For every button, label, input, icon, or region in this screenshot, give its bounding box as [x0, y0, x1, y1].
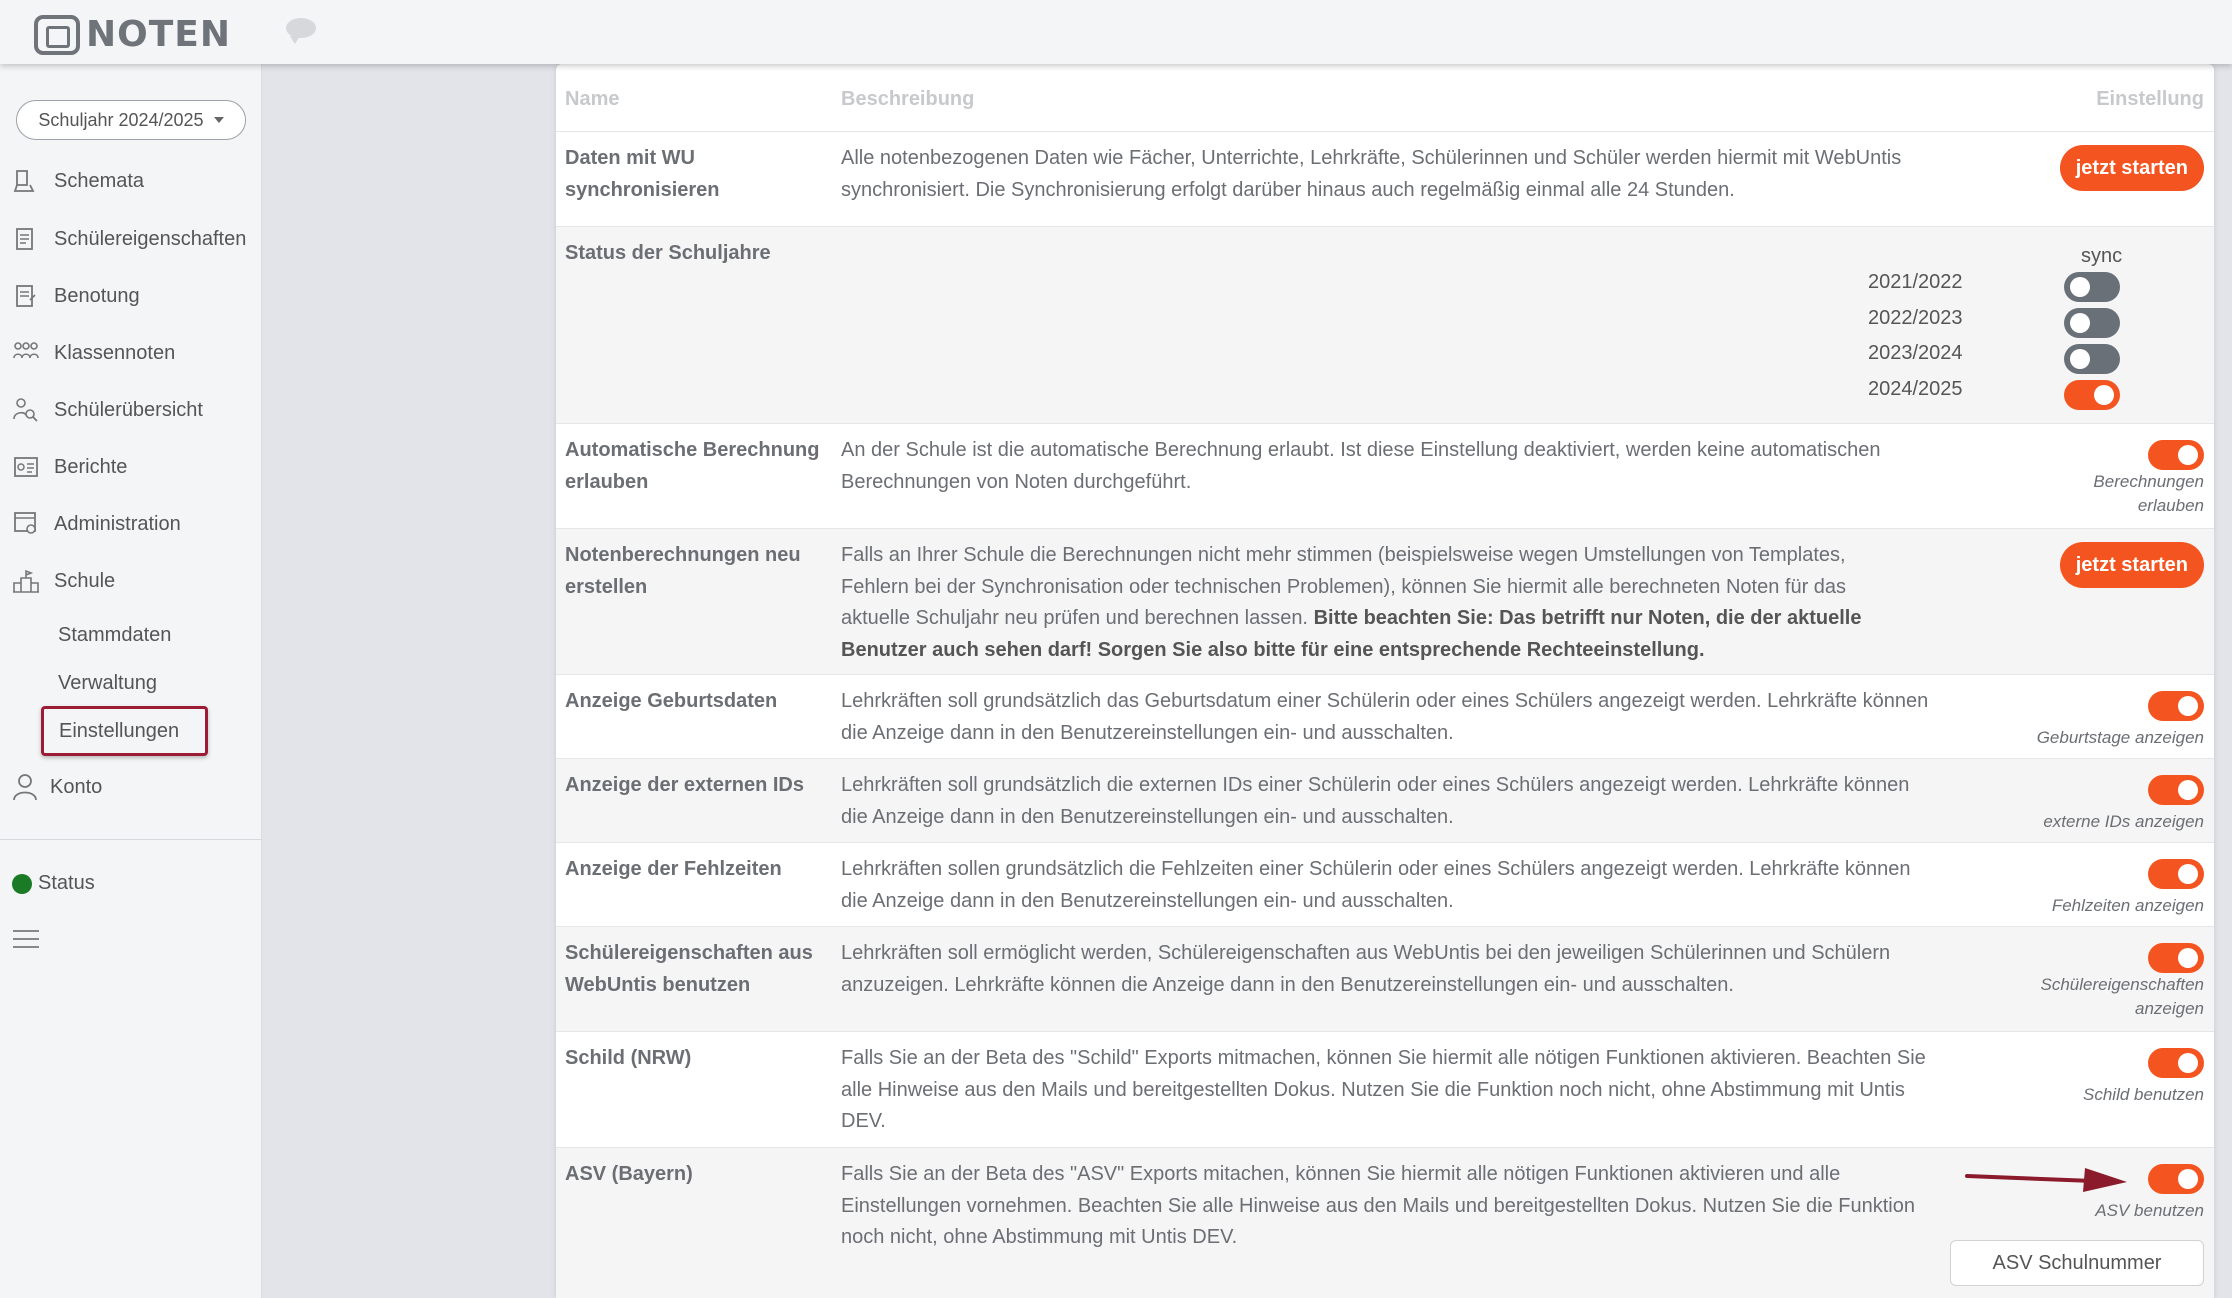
sidebar-item-label: Berichte	[54, 455, 128, 478]
sidebar-item-label: Konto	[50, 775, 103, 798]
status-dot-icon	[12, 874, 32, 894]
external-ids-toggle[interactable]	[2148, 775, 2204, 805]
row-schild	[556, 1032, 2214, 1148]
row-description: Falls Sie an der Beta des "Schild" Exports mitmachen, können Sie hiermit alle nötigen Funktionen aktivieren. Beachten Sie alle Hinweise aus den Mails und bereitgestellten Dokus. Nutzen Sie die Funktion noch nicht, ohne Abstimmung mit Untis DEV.	[841, 1047, 1926, 1132]
year-sync-toggle[interactable]	[2064, 308, 2120, 338]
clipboard-icon	[12, 226, 40, 252]
settings-table	[556, 64, 2214, 1298]
sidebar-item-schemata[interactable]	[12, 168, 144, 194]
row-name: Anzeige der Fehlzeiten	[565, 858, 782, 880]
row-name: Daten mit WU synchronisieren	[565, 147, 720, 201]
year-label: 2024/2025	[1868, 378, 1963, 400]
row-description: Lehrkräften soll grundsätzlich die externen IDs einer Schülerin oder eines Schülers angezeigt werden. Lehrkräfte können die Anzeige dann in den Benutzereinstellungen ein- und ausschalten.	[841, 774, 1910, 828]
school-year-value: Schuljahr 2024/2025	[38, 109, 204, 130]
toggle-label: Schild benutzen	[2083, 1085, 2204, 1104]
row-description: Lehrkräften soll grundsätzlich das Geburtsdatum einer Schülerin oder eines Schülers angezeigt werden. Lehrkräfte können die Anzeige dann in den Benutzereinstellungen ein- und ausschalten.	[841, 690, 1929, 744]
row-name: Notenberechnungen neu erstellen	[565, 544, 801, 598]
report-icon	[12, 454, 40, 480]
school-year-select[interactable]	[16, 100, 246, 140]
year-sync-toggle[interactable]	[2064, 380, 2120, 410]
toggle-label: externe IDs anzeigen	[2043, 812, 2204, 831]
asv-school-number-button[interactable]: ASV Schulnummer	[1950, 1240, 2204, 1286]
row-description: Lehrkräften soll ermöglicht werden, Schülereigenschaften aus WebUntis bei den jeweiligen Schülerinnen und Schülern anzuzeigen. Lehrkräfte können die Anzeige dann in den Benutzereinstellungen ein- und ausschalten.	[841, 942, 1891, 996]
row-auto-calculation	[556, 424, 2214, 529]
asv-toggle[interactable]	[2148, 1164, 2204, 1194]
table-header	[556, 64, 2214, 132]
row-name: Anzeige der externen IDs	[565, 774, 804, 796]
sidebar-item-konto[interactable]	[12, 774, 102, 800]
user-icon	[12, 774, 38, 800]
sidebar-item-label: Schülerübersicht	[54, 398, 203, 421]
recalc-warning-text: Bitte beachten Sie: Das betrifft nur Noten, die der aktuelle Benutzer auch sehen darf! Sorgen Sie also bitte für eine entsprechende Rechteeinstellung.	[841, 607, 1862, 661]
sidebar-item-label: Schülereigenschaften	[54, 227, 247, 250]
sidebar-subitem-einstellungen[interactable]	[41, 706, 208, 756]
row-description: Lehrkräften sollen grundsätzlich die Fehlzeiten einer Schülerin oder eines Schülers angezeigt werden. Lehrkräfte können die Anzeige dann in den Benutzereinstellungen ein- und ausschalten.	[841, 858, 1911, 912]
menu-icon[interactable]	[13, 930, 39, 954]
row-description	[841, 540, 1891, 666]
row-sync	[556, 132, 2214, 227]
sidebar-item-label: Benotung	[54, 284, 140, 307]
header-setting: Einstellung	[2096, 88, 2204, 110]
admin-icon	[12, 511, 40, 537]
row-recalculate	[556, 529, 2214, 675]
sidebar-divider	[0, 839, 262, 840]
row-name: Schild (NRW)	[565, 1047, 692, 1069]
sidebar-subitem-label: Einstellungen	[59, 719, 180, 742]
sidebar-subitem-verwaltung[interactable]: Verwaltung	[58, 672, 157, 694]
sidebar-item-label: Schule	[54, 569, 116, 592]
recalc-description-text: Falls an Ihrer Schule die Berechnungen nicht mehr stimmen (beispielsweise wegen Umstellungen von Templates, Fehlern bei der Synchronisation oder technischen Problemen), können Sie hiermit alle berechneten Noten für das aktuelle Schuljahr neu prüfen und berechnen lassen.	[841, 544, 1847, 629]
row-description: Alle notenbezogenen Daten wie Fächer, Unterrichte, Lehrkräfte, Schülerinnen und Schüler werden hiermit mit WebUntis synchronisiert. Die Synchronisierung erfolgt darüber hinaus auch regelmäßig einmal alle 24 Stunden.	[841, 147, 1902, 201]
logo-text: NOTEN	[86, 14, 232, 55]
school-icon	[12, 568, 40, 594]
toggle-label: Geburtstage anzeigen	[2036, 728, 2204, 747]
sidebar-item-benotung[interactable]	[12, 283, 140, 309]
row-birthdays	[556, 675, 2214, 759]
birthdays-toggle[interactable]	[2148, 691, 2204, 721]
sidebar-item-schule[interactable]	[12, 568, 115, 594]
year-label: 2021/2022	[1868, 271, 1963, 293]
sidebar-item-klassennoten[interactable]	[12, 340, 175, 366]
absences-toggle[interactable]	[2148, 859, 2204, 889]
logo-icon	[34, 15, 80, 55]
header-description: Beschreibung	[841, 88, 975, 110]
sidebar-item-schueleruebersicht[interactable]	[12, 397, 203, 423]
sidebar	[0, 64, 262, 1298]
row-name: Status der Schuljahre	[565, 242, 771, 264]
app-logo[interactable]	[34, 14, 231, 55]
sync-start-button[interactable]: jetzt starten	[2060, 145, 2204, 191]
sidebar-subitem-stammdaten[interactable]: Stammdaten	[58, 624, 172, 646]
sync-column-label: sync	[2081, 245, 2123, 267]
row-name: Anzeige Geburtsdaten	[565, 690, 778, 712]
sidebar-item-administration[interactable]	[12, 511, 181, 537]
year-label: 2022/2023	[1868, 307, 1963, 329]
sidebar-item-label: Schemata	[54, 169, 145, 192]
sidebar-item-berichte[interactable]	[12, 454, 127, 480]
year-sync-toggle[interactable]	[2064, 344, 2120, 374]
student-search-icon	[12, 397, 40, 423]
recalc-start-button[interactable]: jetzt starten	[2060, 542, 2204, 588]
row-external-ids	[556, 759, 2214, 843]
sidebar-item-label: Klassennoten	[54, 341, 176, 364]
status-label: Status	[38, 872, 95, 894]
header-name: Name	[565, 88, 620, 110]
toggle-label: Fehlzeiten anzeigen	[2051, 896, 2204, 915]
status-indicator[interactable]	[12, 872, 95, 895]
sidebar-item-label: Administration	[54, 512, 181, 535]
grading-icon	[12, 283, 40, 309]
row-student-properties	[556, 927, 2214, 1032]
chat-icon[interactable]	[286, 18, 316, 38]
top-bar	[0, 0, 2232, 64]
row-school-years	[556, 227, 2214, 424]
toggle-label: ASV benutzen	[2095, 1201, 2204, 1220]
row-absences	[556, 843, 2214, 927]
toggle-label: Schülereigenschaften anzeigen	[2040, 975, 2204, 1018]
year-sync-toggle[interactable]	[2064, 272, 2120, 302]
sidebar-item-schuelereigenschaften[interactable]	[12, 226, 246, 252]
auto-calculation-toggle[interactable]	[2148, 440, 2204, 470]
row-description: Falls Sie an der Beta des "ASV" Exports mitachen, können Sie hiermit alle nötigen Funktionen aktivieren und alle Einstellungen vornehmen. Beachten Sie alle Hinweise aus den Mails und bereitgestellten Dokus. Nutzen Sie die Funktion noch nicht, ohne Abstimmung mit Untis DEV.	[841, 1163, 1915, 1248]
row-description: An der Schule ist die automatische Berechnung erlaubt. Ist diese Einstellung deaktiviert, werden keine automatischen Berechnungen von Noten durchgeführt.	[841, 439, 1881, 493]
schild-toggle[interactable]	[2148, 1048, 2204, 1078]
row-name: Automatische Berechnung erlauben	[565, 439, 820, 493]
toggle-label: Berechnungen erlauben	[2093, 472, 2204, 515]
year-label: 2023/2024	[1868, 342, 1963, 364]
group-icon	[12, 340, 40, 366]
chevron-down-icon	[214, 117, 224, 123]
row-name: ASV (Bayern)	[565, 1163, 693, 1185]
row-name: Schülereigenschaften aus WebUntis benutzen	[565, 942, 813, 996]
annotation-arrow-icon	[1965, 1164, 2130, 1196]
student-properties-toggle[interactable]	[2148, 943, 2204, 973]
schema-icon	[12, 168, 40, 194]
